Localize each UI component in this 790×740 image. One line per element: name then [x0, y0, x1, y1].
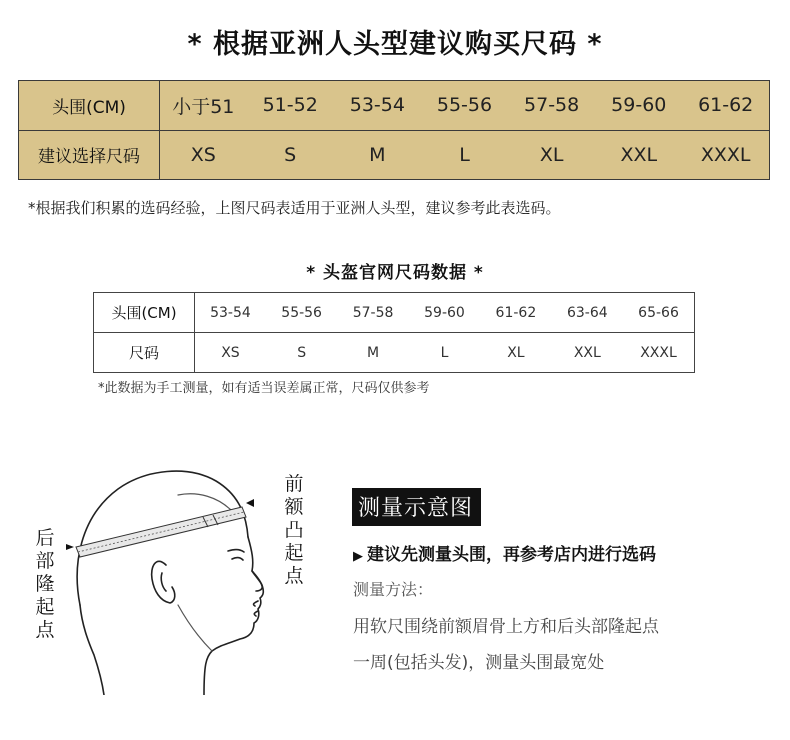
method-line-1: 用软尺围绕前额眉骨上方和后头部隆起点: [353, 617, 659, 637]
head-measure-illustration: [28, 455, 278, 695]
table-row: [94, 333, 695, 373]
table-cell: XXXL: [623, 333, 694, 373]
table-cell: XL: [508, 130, 595, 180]
official-table-title: * 头盔官网尺码数据 *: [306, 263, 484, 283]
table-cell: 55-56: [266, 293, 337, 333]
table-cell: S: [247, 130, 334, 180]
measure-diagram-title: 测量示意图: [352, 488, 481, 526]
table-cell: 55-56: [421, 81, 508, 131]
table-cell: 61-62: [480, 293, 551, 333]
table-cell: XL: [480, 333, 551, 373]
table-cell: 59-60: [409, 293, 480, 333]
back-bump-label: 后部隆起点: [35, 527, 55, 641]
measure-tip: [353, 540, 656, 565]
row-header-head-circumference: 头围(CM): [94, 293, 195, 333]
table-cell: 57-58: [508, 81, 595, 131]
recommend-size-table: [18, 80, 770, 180]
table-cell: 57-58: [337, 293, 408, 333]
row-header-size: 建议选择尺码: [19, 130, 160, 180]
table-cell: L: [421, 130, 508, 180]
table-row: [19, 81, 770, 131]
table-cell: 65-66: [623, 293, 694, 333]
official-size-table: [93, 292, 695, 373]
table-cell: M: [334, 130, 421, 180]
table-cell: M: [337, 333, 408, 373]
table-cell: XXL: [595, 130, 682, 180]
table-cell: 51-52: [247, 81, 334, 131]
forehead-point-label: 前额凸起点: [284, 473, 304, 587]
table-cell: 53-54: [195, 293, 266, 333]
method-line-2: 一周(包括头发)，测量头围最宽处: [353, 653, 605, 673]
table-cell: XXXL: [682, 130, 769, 180]
table-cell: XS: [195, 333, 266, 373]
triangle-right-icon: ▶: [353, 549, 363, 564]
table-row: [94, 293, 695, 333]
page-title: * 根据亚洲人头型建议购买尺码 *: [187, 29, 603, 60]
recommend-note: *根据我们积累的选码经验，上图尺码表适用于亚洲人头型，建议参考此表选码。: [28, 199, 561, 217]
table-cell: 53-54: [334, 81, 421, 131]
table-cell: XS: [160, 130, 247, 180]
table-cell: S: [266, 333, 337, 373]
table-cell: 63-64: [552, 293, 623, 333]
row-header-size: 尺码: [94, 333, 195, 373]
method-label: 测量方法：: [353, 580, 434, 599]
table-cell: 61-62: [682, 81, 769, 131]
measure-tip-text: 建议先测量头围，再参考店内进行选码: [367, 545, 656, 565]
table-cell: 小于51: [160, 81, 247, 131]
table-row: [19, 130, 770, 180]
row-header-head-circumference: 头围(CM): [19, 81, 160, 131]
table-cell: 59-60: [595, 81, 682, 131]
table-cell: XXL: [552, 333, 623, 373]
official-note: *此数据为手工测量，如有适当误差属正常，尺码仅供参考: [98, 381, 430, 396]
table-cell: L: [409, 333, 480, 373]
